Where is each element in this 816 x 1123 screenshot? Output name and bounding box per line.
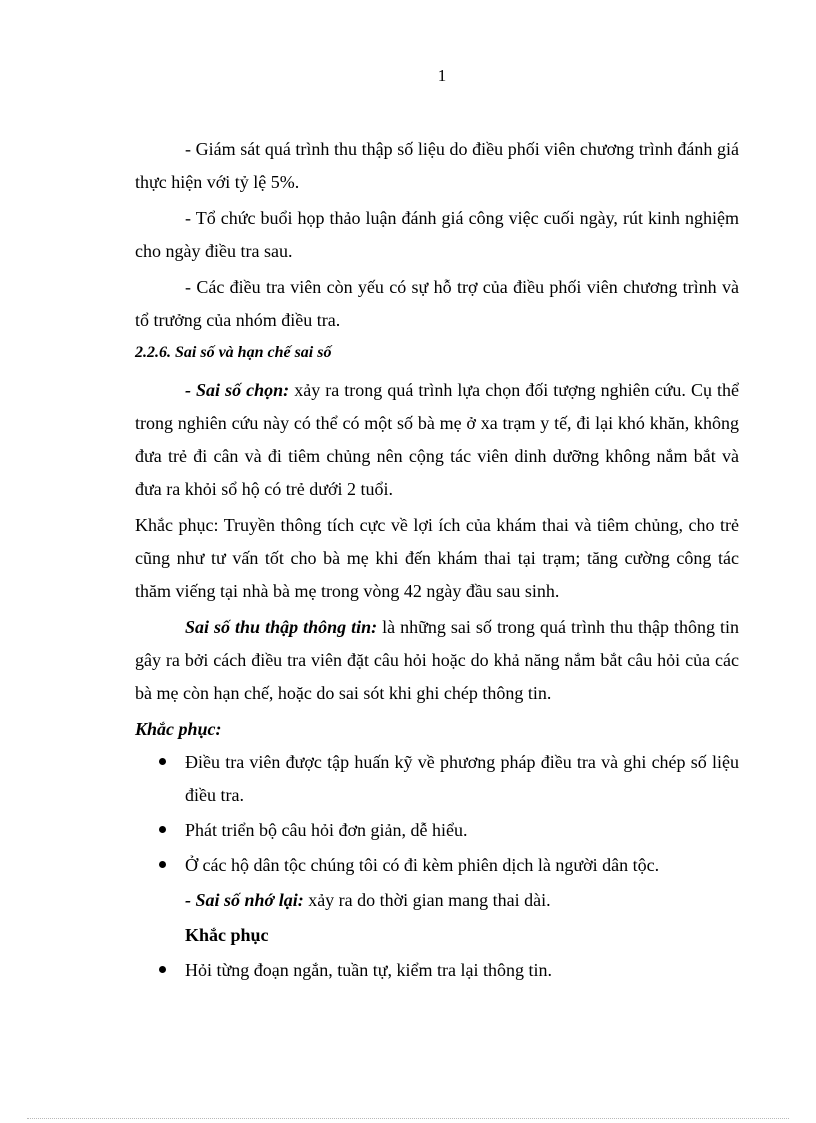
recall-bias-text: xảy ra do thời gian mang thai dài. bbox=[303, 890, 551, 910]
list-item-text: Phát triển bộ câu hỏi đơn giản, dễ hiểu. bbox=[185, 820, 468, 840]
recall-bias-label: - Sai số nhớ lại: bbox=[185, 890, 304, 910]
list-item-text: Điều tra viên được tập huấn kỹ về phương pháp điều tra và ghi chép số liệu điều tra. bbox=[185, 752, 739, 805]
section-heading: 2.2.6. Sai số và hạn chế sai số bbox=[135, 344, 332, 361]
list-item-text: Ở các hộ dân tộc chúng tôi có đi kèm phiên dịch là người dân tộc. bbox=[185, 855, 660, 875]
paragraph-selection-bias bbox=[135, 374, 739, 506]
info-bias-label: Sai số thu thập thông tin: bbox=[185, 617, 378, 637]
selection-bias-text: xảy ra trong quá trình lựa chọn đối tượng nghiên cứu. Cụ thể trong nghiên cứu này có thể có một số bà mẹ ở xa trạm y tế, đi lại khó khăn, không đưa trẻ đi cân và đi tiêm chủng nên cộng tác viên dinh dưỡng không nắm bắt và đưa ra khỏi sổ hộ có trẻ dưới 2 tuổi. bbox=[135, 380, 740, 499]
paragraph-recall-bias bbox=[135, 884, 739, 917]
info-bias-text: là những sai số trong quá trình thu thập thông tin gây ra bởi cách điều tra viên đặt câu hỏi hoặc do khả năng nắm bắt câu hỏi của các bà mẹ còn hạn chế, hoặc do sai sót khi ghi chép thông tin. bbox=[135, 617, 739, 703]
selection-bias-label: - Sai số chọn: bbox=[185, 380, 290, 400]
paragraph-supervision: - Giám sát quá trình thu thập số liệu do điều phối viên chương trình đánh giá thực hiện với tỷ lệ 5%. bbox=[135, 139, 739, 192]
bullet-icon bbox=[159, 966, 166, 973]
list-item bbox=[135, 849, 739, 882]
list-item bbox=[135, 746, 739, 812]
paragraph-meeting: - Tổ chức buổi họp thảo luận đánh giá công việc cuối ngày, rút kinh nghiệm cho ngày điều tra sau. bbox=[135, 208, 739, 261]
paragraph-support: - Các điều tra viên còn yếu có sự hỗ trợ của điều phối viên chương trình và tổ trưởng của nhóm điều tra. bbox=[135, 277, 739, 330]
list-item-text: Hỏi từng đoạn ngắn, tuần tự, kiểm tra lại thông tin. bbox=[185, 960, 552, 980]
remedy-info-heading: Khắc phục: bbox=[135, 719, 222, 739]
remedy-recall-heading: Khắc phục bbox=[185, 925, 269, 945]
footer-divider bbox=[27, 1118, 789, 1119]
paragraph-remedy-selection: Khắc phục: Truyền thông tích cực về lợi ích của khám thai và tiêm chủng, cho trẻ cũng như tư vấn tốt cho bà mẹ khi đến khám thai tại trạm; tăng cường công tác thăm viếng tại nhà bà mẹ trong vòng 42 ngày đầu sau sinh. bbox=[135, 515, 739, 601]
bullet-icon bbox=[159, 826, 166, 833]
paragraph-info-bias bbox=[135, 611, 739, 710]
page-number: 1 bbox=[437, 66, 447, 85]
list-item bbox=[135, 954, 739, 987]
bullet-icon bbox=[159, 758, 166, 765]
list-item bbox=[135, 814, 739, 847]
document-body bbox=[135, 133, 739, 989]
remedy-info-list bbox=[135, 746, 739, 882]
bullet-icon bbox=[159, 861, 166, 868]
remedy-recall-list bbox=[135, 954, 739, 987]
